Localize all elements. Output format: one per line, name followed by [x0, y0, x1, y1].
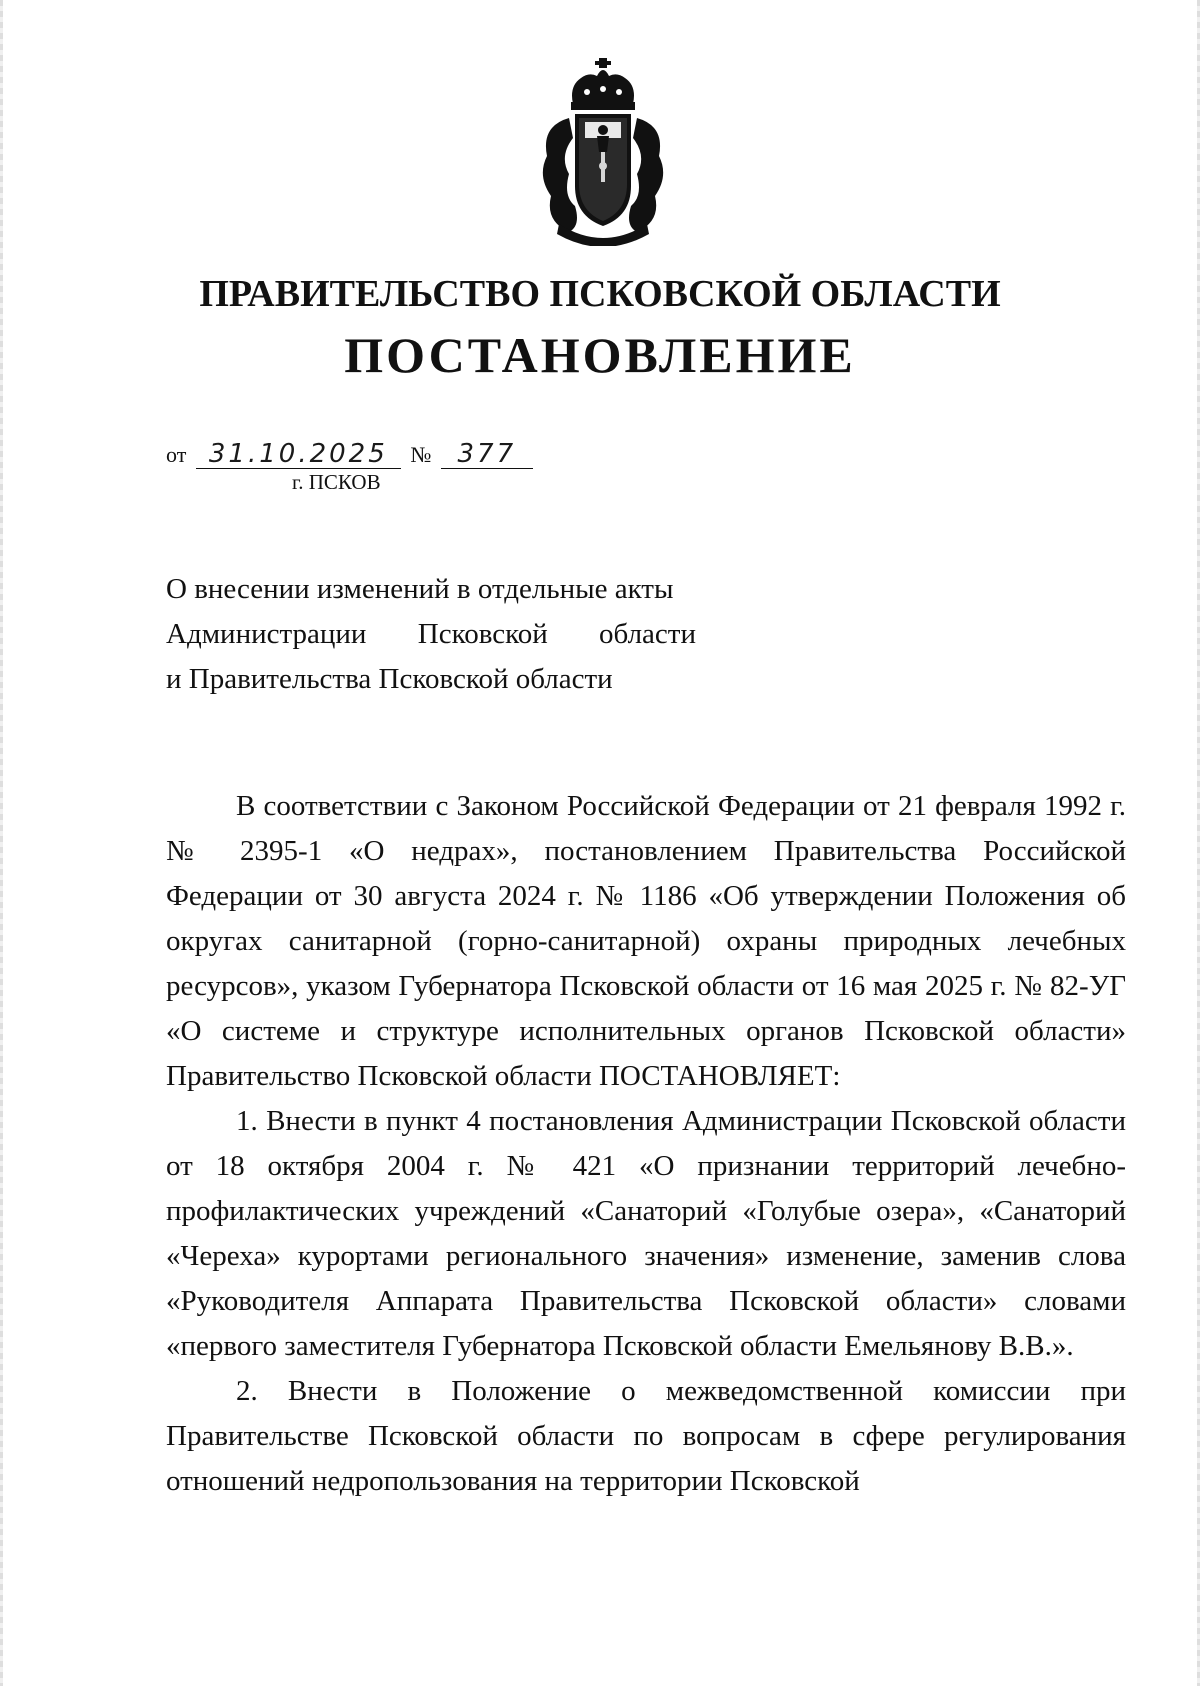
coat-of-arms-icon: [529, 56, 677, 246]
subject-line: О внесении изменений в отдельные акты: [166, 573, 674, 605]
date-prefix: от: [166, 442, 187, 467]
item-1-paragraph: 1. Внести в пункт 4 постановления Администрации Псковской области от 18 октября 2004 г. № 421 «О признании территорий лечебно-профилактических учреждений «Санаторий «Голубые озера», «Санаторий «Череха» курортами регионального значения» изменение, заменив слова «Руководителя Аппарата Правительства Псковской области» словами «первого заместителя Губернатора Псковской области Емельянову В.В.».: [166, 1105, 1126, 1362]
document-body: [166, 784, 1126, 1504]
preamble-paragraph: В соответствии с Законом Российской Федерации от 21 февраля 1992 г. № 2395-1 «О недрах», постановлением Правительства Российской Федерации от 30 августа 2024 г. № 1186 «Об утверждении Положения об округах санитарной (горно-санитарной) охраны природных лечебных ресурсов», указом Губернатора Псковской области от 16 мая 2025 г. № 82-УГ «О системе и структуре исполнительных органов Псковской области» Правительство Псковской области ПОСТАНОВЛЯЕТ:: [166, 790, 1126, 1092]
subject-line: Администрации Псковской области: [166, 618, 696, 650]
date-number-line: [166, 440, 533, 469]
number-prefix: №: [410, 442, 432, 467]
subject-line: и Правительства Псковской области: [166, 663, 613, 695]
handwritten-date: 31.10.2025: [196, 440, 401, 469]
organization-title: ПРАВИТЕЛЬСТВО ПСКОВСКОЙ ОБЛАСТИ: [199, 273, 1001, 315]
document-subject: [166, 567, 696, 702]
item-2-paragraph: 2. Внести в Положение о межведомственной комиссии при Правительстве Псковской области по вопросам в сфере регулирования отношений недропользования на территории Псковской: [166, 1375, 1126, 1497]
scan-edge-left: [0, 0, 3, 1686]
document-type: ПОСТАНОВЛЕНИЕ: [344, 327, 856, 383]
handwritten-number: 377: [441, 440, 533, 469]
city-label: г. ПСКОВ: [292, 470, 381, 494]
